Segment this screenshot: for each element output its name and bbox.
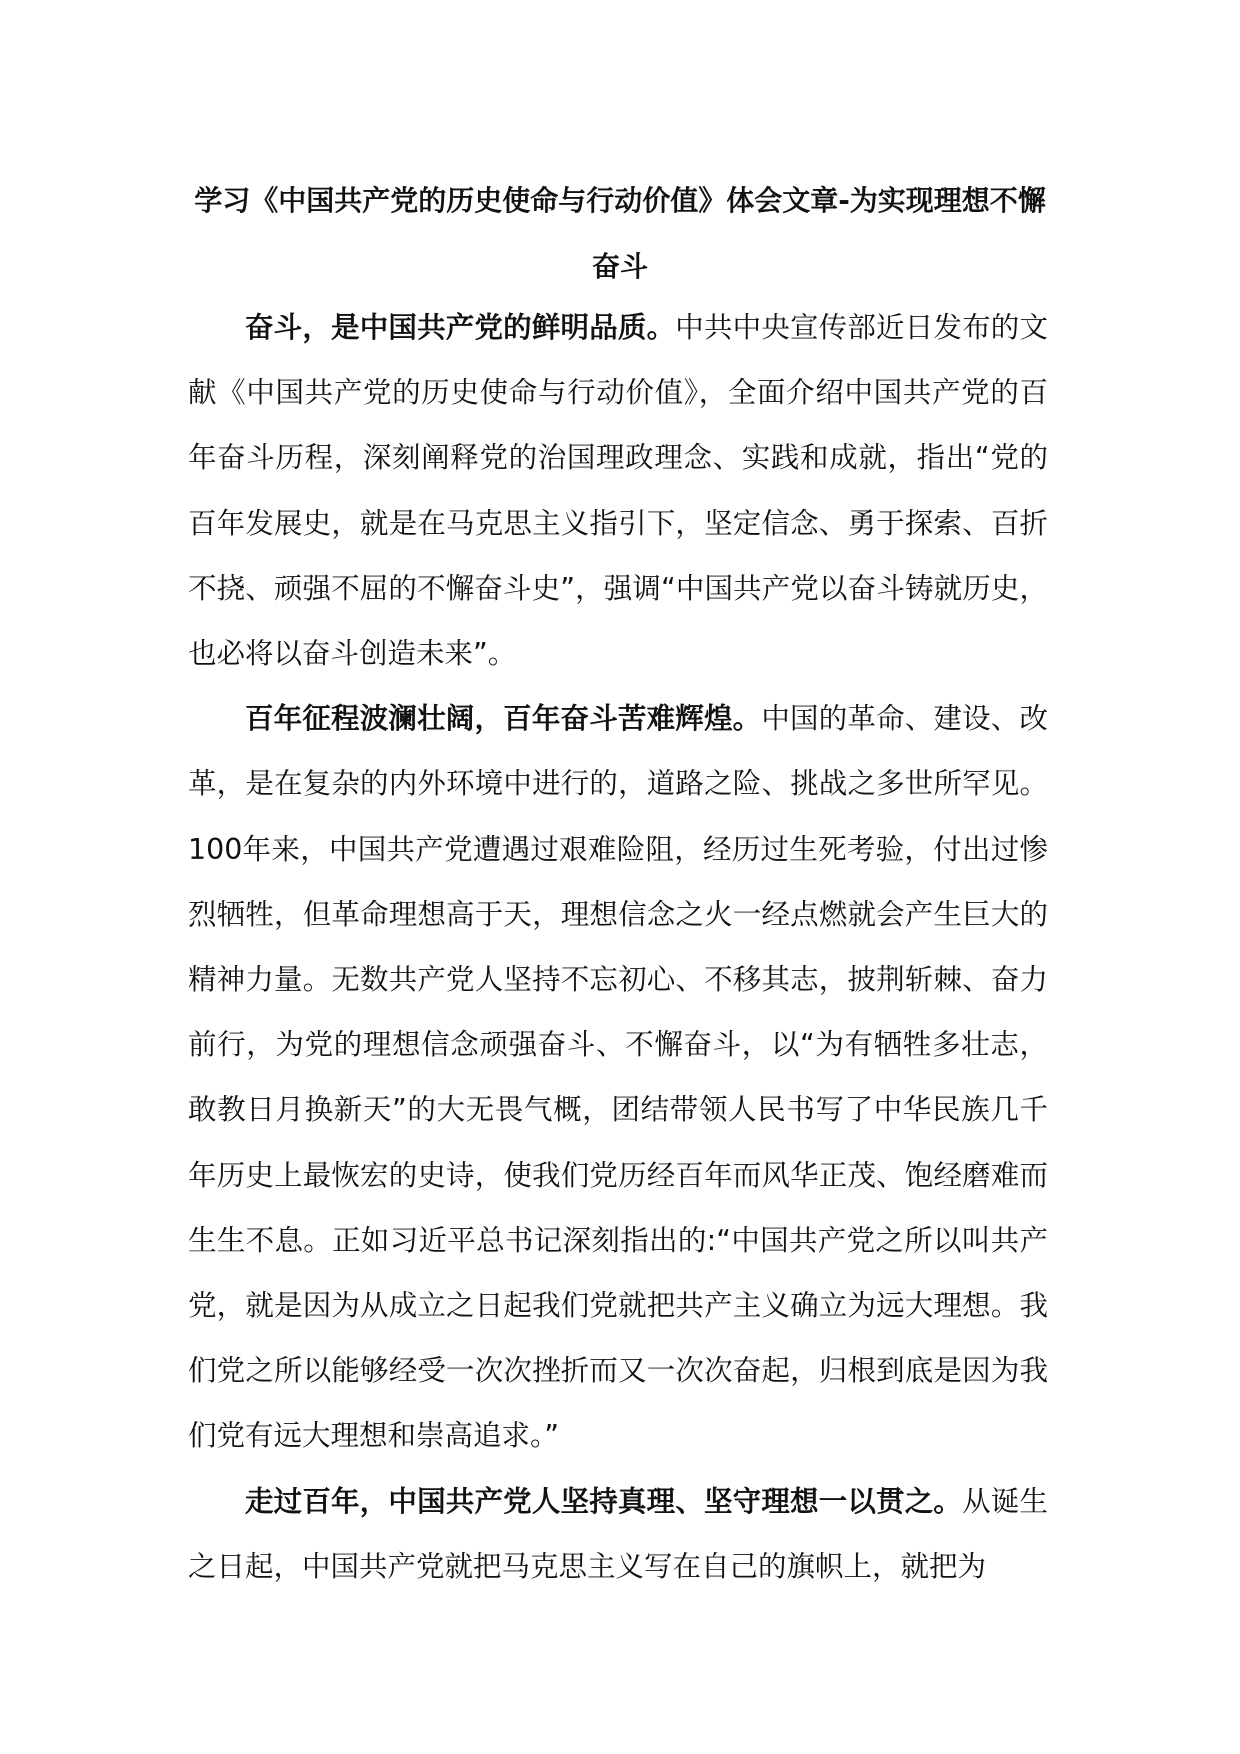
paragraph-1-text: 中共中央宣传部近日发布的文献《中国共产党的历史使命与行动价值》，全面介绍中国共产党的百年奋斗历程，深刻阐释党的治国理政理念、实践和成就，指出“党的百年发展史，就是在马克思主义指引下，坚定信念、勇于探索、百折不挠、顽强不屈的不懈奋斗史”，强调“中国共产党以奋斗铸就历史，也必将以奋斗创造未来”。 xyxy=(188,311,1048,671)
paragraph-1-lead: 奋斗，是中国共产党的鲜明品质。 xyxy=(245,311,676,344)
paragraph-1 xyxy=(188,295,1048,686)
paragraph-2-text: 中国的革命、建设、改革，是在复杂的内外环境中进行的，道路之险、挑战之多世所罕见。100年来，中国共产党遭遇过艰难险阻，经历过生死考验，付出过惨烈牺牲，但革命理想高于天，理想信念之火一经点燃就会产生巨大的精神力量。无数共产党人坚持不忘初心、不移其志，披荆斩棘、奋力前行，为党的理想信念顽强奋斗、不懈奋斗，以“为有牺牲多壮志，敢教日月换新天”的大无畏气概，团结带领人民书写了中华民族几千年历史上最恢宏的史诗，使我们党历经百年而风华正茂、饱经磨难而生生不息。正如习近平总书记深刻指出的:“中国共产党之所以叫共产党，就是因为从成立之日起我们党就把共产主义确立为远大理想。我们党之所以能够经受一次次挫折而又一次次奋起，归根到底是因为我们党有远大理想和崇高追求。” xyxy=(188,702,1048,1453)
document-body xyxy=(188,295,1048,1599)
paragraph-3-text: 从诞生之日起，中国共产党就把马克思主义写在自己的旗帜上，就把为 xyxy=(188,1484,1048,1583)
paragraph-3-lead: 走过百年，中国共产党人坚持真理、坚守理想一以贯之。 xyxy=(245,1484,963,1518)
paragraph-3 xyxy=(188,1469,1048,1599)
paragraph-2 xyxy=(188,686,1048,1468)
paragraph-2-lead: 百年征程波澜壮阔，百年奋斗苦难辉煌。 xyxy=(245,702,762,736)
document-title: 学习《中国共产党的历史使命与行动价值》体会文章-为实现理想不懈奋斗 xyxy=(194,184,1046,283)
